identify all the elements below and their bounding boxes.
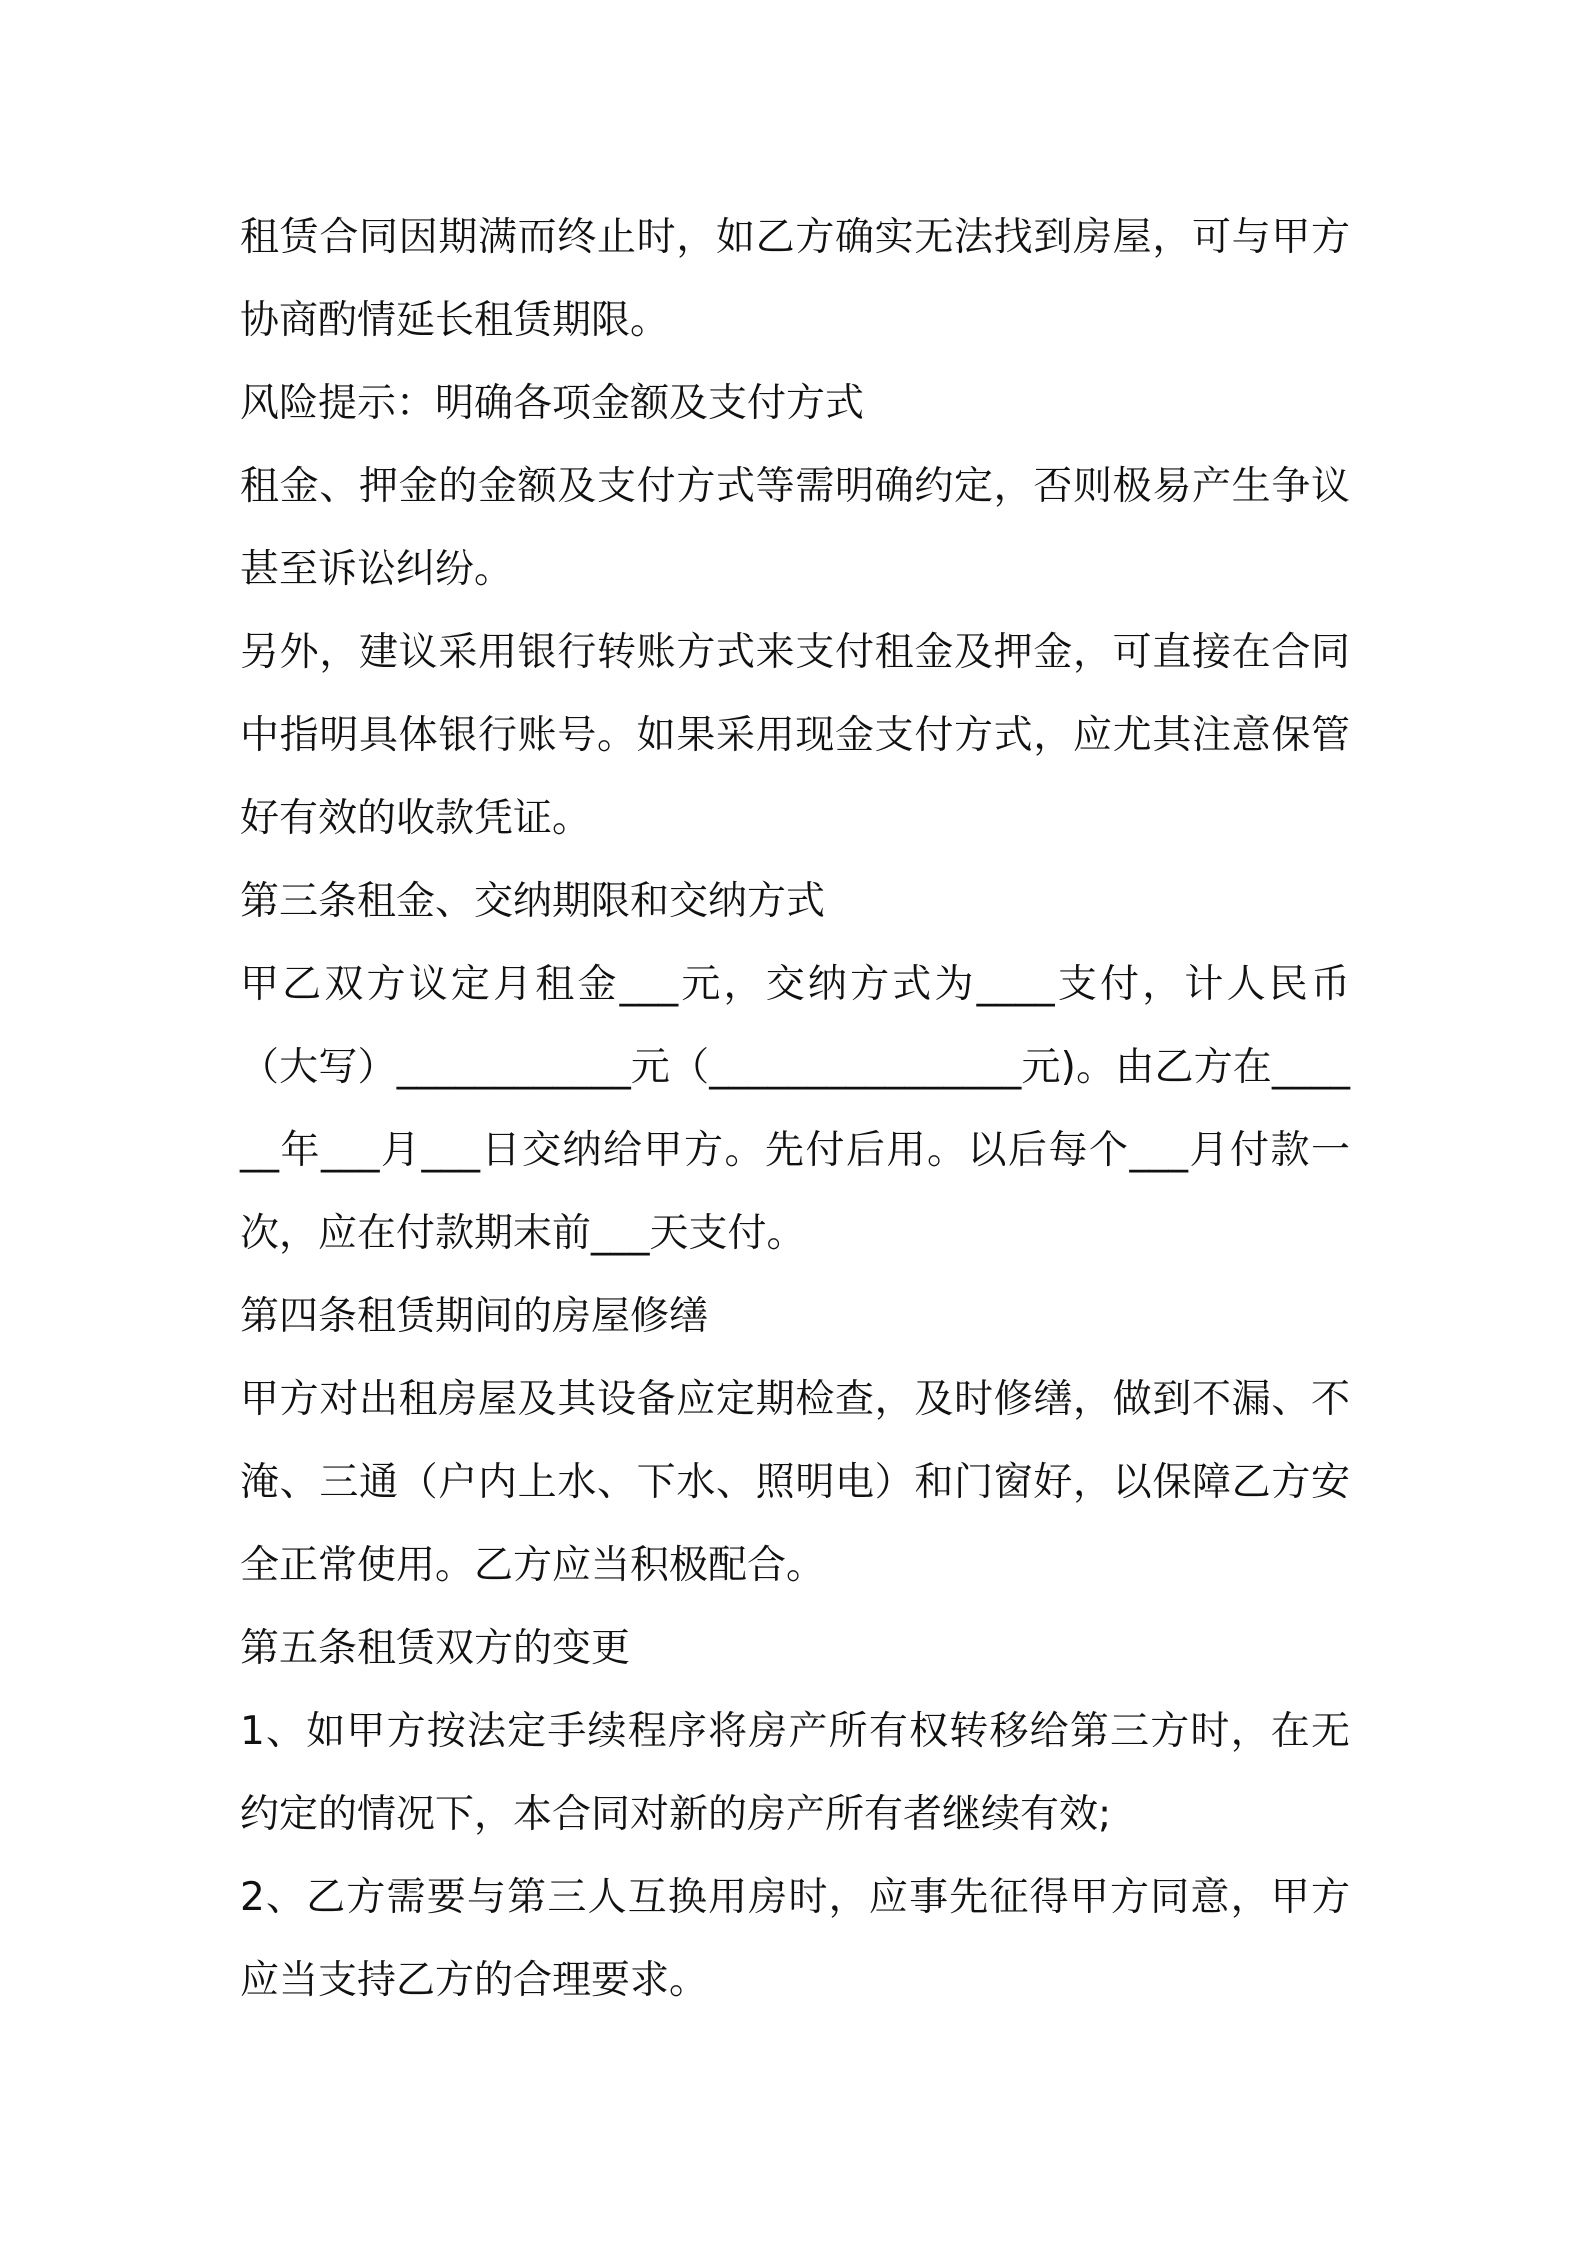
paragraph-rent-terms: 甲乙双方议定月租金___元，交纳方式为____支付，计人民币（大写）____________元（________________元)。由乙方在______年___月___日交纳给甲方。先付后用。以后每个___月付款一次，应在付款期末前___天支付。 [240, 962, 1350, 1256]
paragraph-bank-transfer: 另外，建议采用银行转账方式来支付租金及押金，可直接在合同中指明具体银行账号。如果采用现金支付方式，应尤其注意保管好有效的收款凭证。 [240, 630, 1350, 841]
heading-article-3: 第三条租金、交纳期限和交纳方式 [240, 879, 826, 924]
paragraph-deposit-agreement: 租金、押金的金额及支付方式等需明确约定，否则极易产生争议甚至诉讼纠纷。 [240, 464, 1350, 592]
heading-article-4: 第四条租赁期间的房屋修缮 [240, 1294, 709, 1339]
paragraph-ownership-transfer: 1、如甲方按法定手续程序将房产所有权转移给第三方时，在无约定的情况下，本合同对新的房产所有者继续有效; [240, 1709, 1350, 1837]
paragraph-lease-extension: 租赁合同因期满而终止时，如乙方确实无法找到房屋，可与甲方协商酌情延长租赁期限。 [240, 215, 1350, 343]
document-body [240, 196, 1350, 2022]
paragraph-repairs: 甲方对出租房屋及其设备应定期检查，及时修缮，做到不漏、不淹、三通（户内上水、下水、照明电）和门窗好，以保障乙方安全正常使用。乙方应当积极配合。 [240, 1377, 1350, 1588]
heading-article-5: 第五条租赁双方的变更 [240, 1626, 631, 1671]
paragraph-housing-exchange: 2、乙方需要与第三人互换用房时，应事先征得甲方同意，甲方应当支持乙方的合理要求。 [240, 1875, 1350, 2003]
heading-risk-notice: 风险提示：明确各项金额及支付方式 [240, 381, 865, 426]
